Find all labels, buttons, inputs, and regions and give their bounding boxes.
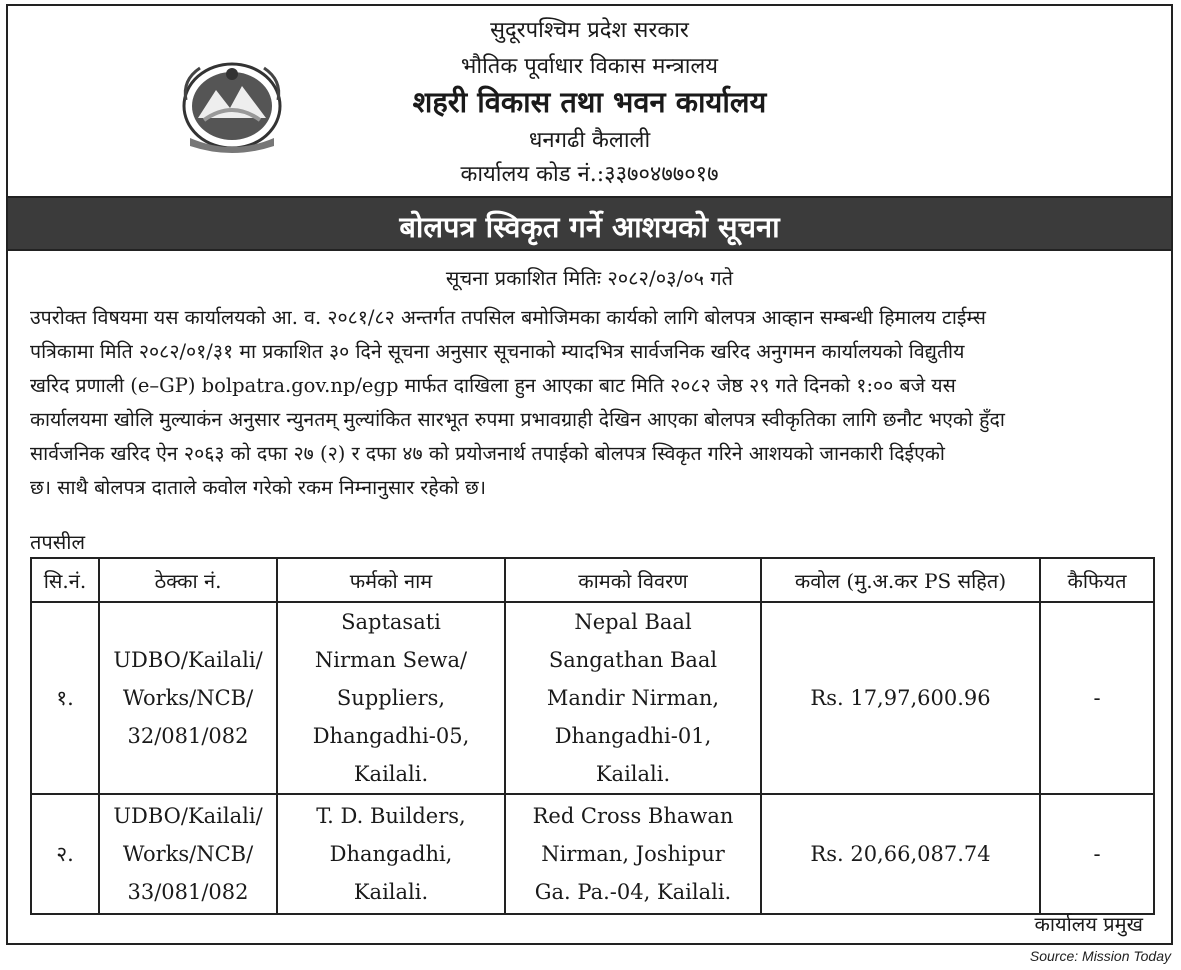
cell-contract-no: UDBO/Kailali/ Works/NCB/ 32/081/082 [99,602,277,794]
cell-work-description: Nepal Baal Sangathan Baal Mandir Nirman, Dhangadhi-01, Kailali. [505,602,761,794]
table-row [31,602,1154,794]
cell-firm-name: Saptasati Nirman Sewa/ Suppliers, Dhangadhi-05, Kailali. [277,602,505,794]
signature-label: कार्यालय प्रमुख [1034,912,1143,936]
cell-sn: १. [31,602,99,794]
header-bid-amount: कवोल (मु.अ.कर PS सहित) [761,558,1040,602]
cell-bid-amount: Rs. 17,97,600.96 [761,602,1040,794]
notice-title: बोलपत्र स्विकृत गर्ने आशयको सूचना [399,210,780,244]
office-name: शहरी विकास तथा भवन कार्यालय [412,85,767,119]
details-label: तपसील [30,530,86,554]
bid-details-table [30,557,1155,915]
notice-frame [6,4,1173,945]
header-work-description: कामको विवरण [505,558,761,602]
office-location: धनगढी कैलाली [528,128,651,153]
table-row [31,794,1154,914]
header-remarks: कैफियत [1040,558,1154,602]
published-date: सूचना प्रकाशित मितिः २०८२/०३/०५ गते [445,266,734,290]
cell-bid-amount: Rs. 20,66,087.74 [761,794,1040,914]
cell-work-description: Red Cross Bhawan Nirman, Joshipur Ga. Pa.-04, Kailali. [505,794,761,914]
notice-body [30,301,1160,505]
cell-sn: २. [31,794,99,914]
notice-title-banner [8,196,1171,251]
body-line: कार्यालयमा खोलि मुल्याकंन अनुसार न्युनतम् मुल्यांकित सारभूत रुपमा प्रभावग्राही देखिन आएका बोलपत्र स्वीकृतिका लागि छनौट भएको हुँदा [30,408,1005,431]
office-code: कार्यालय कोड नं.:३३७०४७७०१७ [460,162,719,187]
source-credit: Source: Mission Today [1029,948,1171,964]
header-contract-no: ठेक्का नं. [99,558,277,602]
body-line: खरिद प्रणाली (e–GP) bolpatra.gov.np/egp मार्फत दाखिला हुन आएका बाट मिति २०८२ जेष्ठ २९ गते दिनको १:०० बजे यस [30,374,956,397]
header-sn: सि.नं. [31,558,99,602]
body-line: पत्रिकामा मिति २०८२/०१/३१ मा प्रकाशित ३० दिने सूचना अनुसार सूचनाको म्यादभित्र सार्वजनिक खरिद अनुगमन कार्यालयको विद्युतीय [30,340,965,363]
cell-contract-no: UDBO/Kailali/ Works/NCB/ 33/081/082 [99,794,277,914]
header-firm-name: फर्मको नाम [277,558,505,602]
body-line: छ। साथै बोलपत्र दाताले कवोल गरेको रकम निम्नानुसार रहेको छ। [30,476,487,499]
body-line: सार्वजनिक खरिद ऐन २०६३ को दफा २७ (२) र दफा ४७ को प्रयोजनार्थ तपाईको बोलपत्र स्विकृत गरिने आशयको जानकारी दिईएको [30,442,945,465]
table-header-row [31,558,1154,602]
ministry-name: भौतिक पूर्वाधार विकास मन्त्रालय [460,54,719,79]
cell-firm-name: T. D. Builders, Dhangadhi, Kailali. [277,794,505,914]
government-name: सुदूरपश्चिम प्रदेश सरकार [490,18,689,43]
cell-remarks: - [1040,794,1154,914]
cell-remarks: - [1040,602,1154,794]
body-line: उपरोक्त विषयमा यस कार्यालयको आ. व. २०८१/८२ अन्तर्गत तपसिल बमोजिमका कार्यको लागि बोलपत्र आव्हान सम्बन्धी हिमालय टाईम्स [30,306,986,329]
